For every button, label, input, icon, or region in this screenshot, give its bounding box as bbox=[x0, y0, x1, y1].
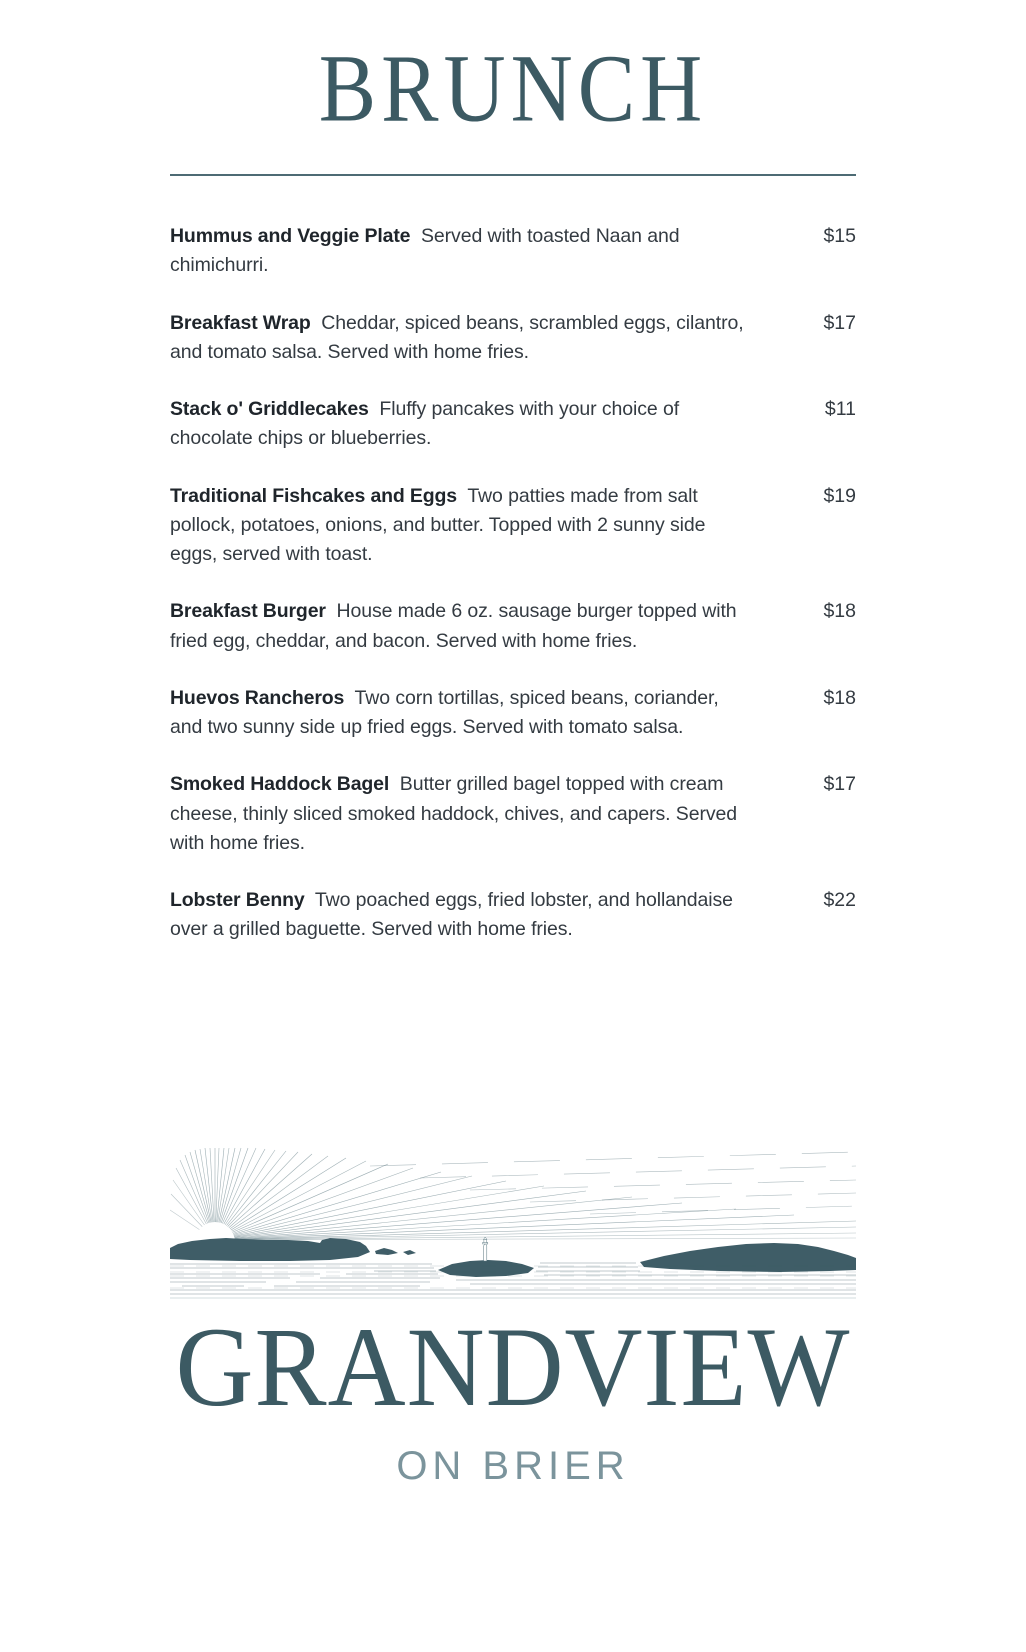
menu-item-description: Cheddar, spiced beans, scrambled eggs, cilantro, and tomato salsa. Served with home fries. bbox=[170, 311, 744, 363]
brand-name: GRANDVIEW bbox=[175, 1305, 851, 1430]
menu-item bbox=[170, 395, 856, 454]
menu-item bbox=[170, 222, 856, 281]
menu-item-description: Two patties made from salt pollock, potatoes, onions, and butter. Topped with 2 sunny side eggs, served with toast. bbox=[170, 484, 706, 565]
menu-item-description: House made 6 oz. sausage burger topped with fried egg, cheddar, and bacon. Served with home fries. bbox=[170, 600, 737, 652]
menu-item-name: Lobster Benny bbox=[170, 889, 305, 911]
menu-item-text bbox=[170, 886, 750, 945]
menu-item-price: $17 bbox=[823, 773, 856, 796]
menu-item-text bbox=[170, 597, 750, 656]
menu-item-price: $17 bbox=[823, 311, 856, 334]
menu-item bbox=[170, 684, 856, 743]
menu-header bbox=[0, 0, 1026, 176]
menu-item-text bbox=[170, 222, 750, 281]
left-headland bbox=[170, 1238, 370, 1261]
menu-item-description: Two poached eggs, fried lobster, and hollandaise over a grilled baguette. Served with home fries. bbox=[170, 889, 733, 941]
brand-logo-block bbox=[0, 1130, 1026, 1489]
small-rock bbox=[403, 1250, 416, 1255]
menu-item-name: Huevos Rancheros bbox=[170, 686, 345, 709]
lighthouse-island bbox=[438, 1260, 534, 1277]
menu-item bbox=[170, 597, 856, 656]
right-headland bbox=[640, 1243, 856, 1272]
menu-item-text bbox=[170, 770, 750, 858]
menu-item bbox=[170, 482, 856, 570]
menu-item bbox=[170, 886, 856, 945]
menu-item bbox=[170, 309, 856, 368]
menu-item-name: Traditional Fishcakes and Eggs bbox=[170, 484, 458, 507]
menu-item-description: Butter grilled bagel topped with cream cheese, thinly sliced smoked haddock, chives, and capers. Served with home fries. bbox=[170, 773, 737, 854]
menu-item bbox=[170, 770, 856, 858]
menu-item-text bbox=[170, 482, 750, 570]
menu-item-text bbox=[170, 309, 750, 368]
menu-item-name: Hummus and Veggie Plate bbox=[170, 225, 411, 247]
menu-item-text bbox=[170, 684, 750, 743]
menu-item-description: Two corn tortillas, spiced beans, coriander, and two sunny side up fried eggs. Served with tomato salsa. bbox=[170, 686, 719, 738]
menu-item-name: Breakfast Burger bbox=[170, 600, 326, 623]
menu-item-price: $11 bbox=[824, 398, 856, 420]
rock-cluster bbox=[375, 1248, 398, 1255]
menu-item-name: Smoked Haddock Bagel bbox=[170, 773, 390, 796]
menu-item-description: Fluffy pancakes with your choice of chocolate chips or blueberries. bbox=[170, 398, 680, 450]
menu-item-name: Breakfast Wrap bbox=[170, 311, 311, 334]
lighthouse-icon bbox=[483, 1237, 488, 1261]
menu-item-price: $15 bbox=[823, 225, 856, 247]
menu-item-description: Served with toasted Naan and chimichurri. bbox=[170, 225, 680, 277]
page-title: BRUNCH bbox=[318, 34, 708, 142]
sunrise-over-harbour-illustration bbox=[170, 1130, 856, 1300]
menu-item-price: $18 bbox=[823, 600, 856, 623]
menu-item-price: $19 bbox=[823, 484, 856, 507]
brand-tagline: ON BRIER bbox=[396, 1444, 630, 1488]
menu-item-list bbox=[170, 176, 856, 945]
menu-item-name: Stack o' Griddlecakes bbox=[170, 398, 369, 420]
menu-item-text bbox=[170, 395, 750, 454]
menu-item-price: $18 bbox=[823, 686, 856, 709]
menu-item-price: $22 bbox=[823, 889, 856, 911]
